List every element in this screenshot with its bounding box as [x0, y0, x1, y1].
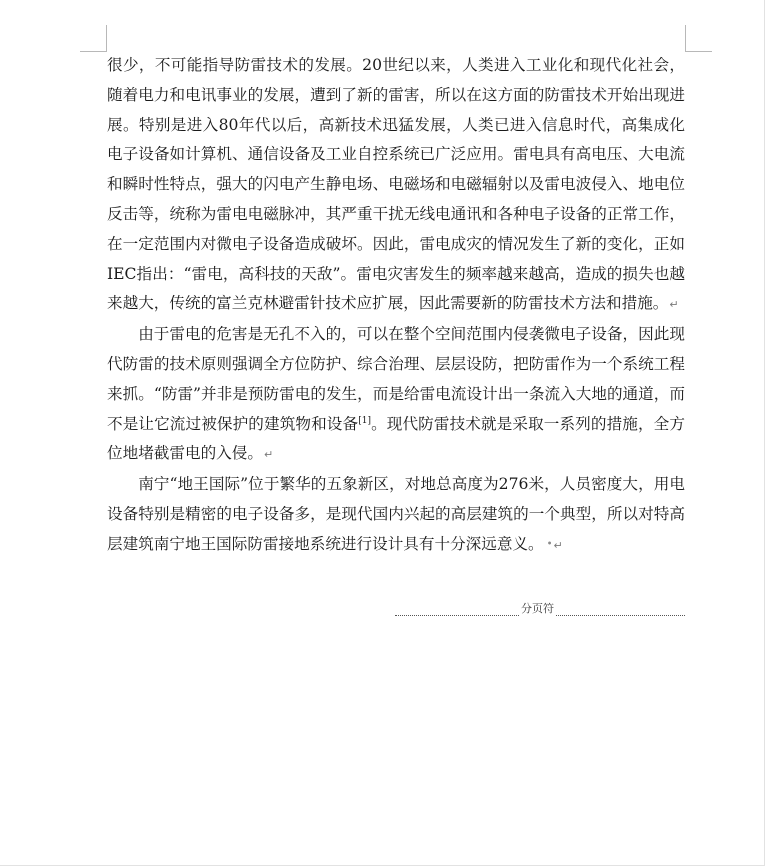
crop-mark-top-left [80, 25, 107, 52]
page-break[interactable] [395, 601, 685, 616]
paragraph-mark-icon: ↵ [553, 538, 563, 552]
document-body[interactable] [107, 51, 685, 561]
paragraph-1-text: 很少，不可能指导防雷技术的发展。20世纪以来，人类进入工业化和现代化社会，随着电力和电讯事业的发展，遭到了新的雷害，所以在这方面的防雷技术开始出现进展。特别是进入80年代以后，高新技术迅猛发展，人类已进入信息时代，高集成化电子设备如计算机、通信设备及工业自控系统已广泛应用。雷电具有高电压、大电流和瞬时性特点，强大的闪电产生静电场、电磁场和电磁辐射以及雷电波侵入、地电位反击等，统称为雷电电磁脉冲，其严重干扰无线电通讯和各种电子设备的正常工作，在一定范围内对微电子设备造成破坏。因此，雷电成灾的情况发生了新的变化，正如IEC指出：“雷电，高科技的天敌”。雷电灾害发生的频率越来越高，造成的损失也越来越大，传统的富兰克林避雷针技术应扩展，因此需要新的防雷技术方法和措施。 [107, 56, 685, 313]
paragraph-mark-icon: ↵ [669, 298, 679, 312]
citation-reference[interactable]: [1] [358, 415, 371, 426]
paragraph-mark-icon: ↵ [263, 448, 274, 462]
page-break-label: 分页符 [521, 602, 554, 615]
paragraph-2-text: 由于雷电的危害是无孔不入的，可以在整个空间范围内侵袭微电子设备，因此现代防雷的技术原则强调全方位防护、综合治理、层层设防，把防雷作为一个系统工程来抓。“防雷”并非是预防雷电的发生，而是给雷电流设计出一条流入大地的通道，而不是让它流过被保护的建筑物和设备 [107, 325, 685, 433]
paragraph-2[interactable] [107, 320, 685, 470]
space-mark-icon: • [546, 538, 553, 550]
paragraph-3[interactable] [107, 470, 685, 560]
paragraph-1[interactable] [107, 51, 685, 320]
paragraph-3-text: 南宁“地王国际”位于繁华的五象新区，对地总高度为276米，人员密度大，用电设备特别是精密的电子设备多，是现代国内兴起的高层建筑的一个典型，所以对特高层建筑南宁地王国际防雷接地系统进行设计具有十分深远意义。 [107, 475, 685, 553]
crop-mark-top-right [685, 25, 712, 52]
paragraph-2-text-end: 。现代防雷技术就是采取一系列的措施，全方位地堵截雷电的入侵。 [107, 414, 685, 463]
